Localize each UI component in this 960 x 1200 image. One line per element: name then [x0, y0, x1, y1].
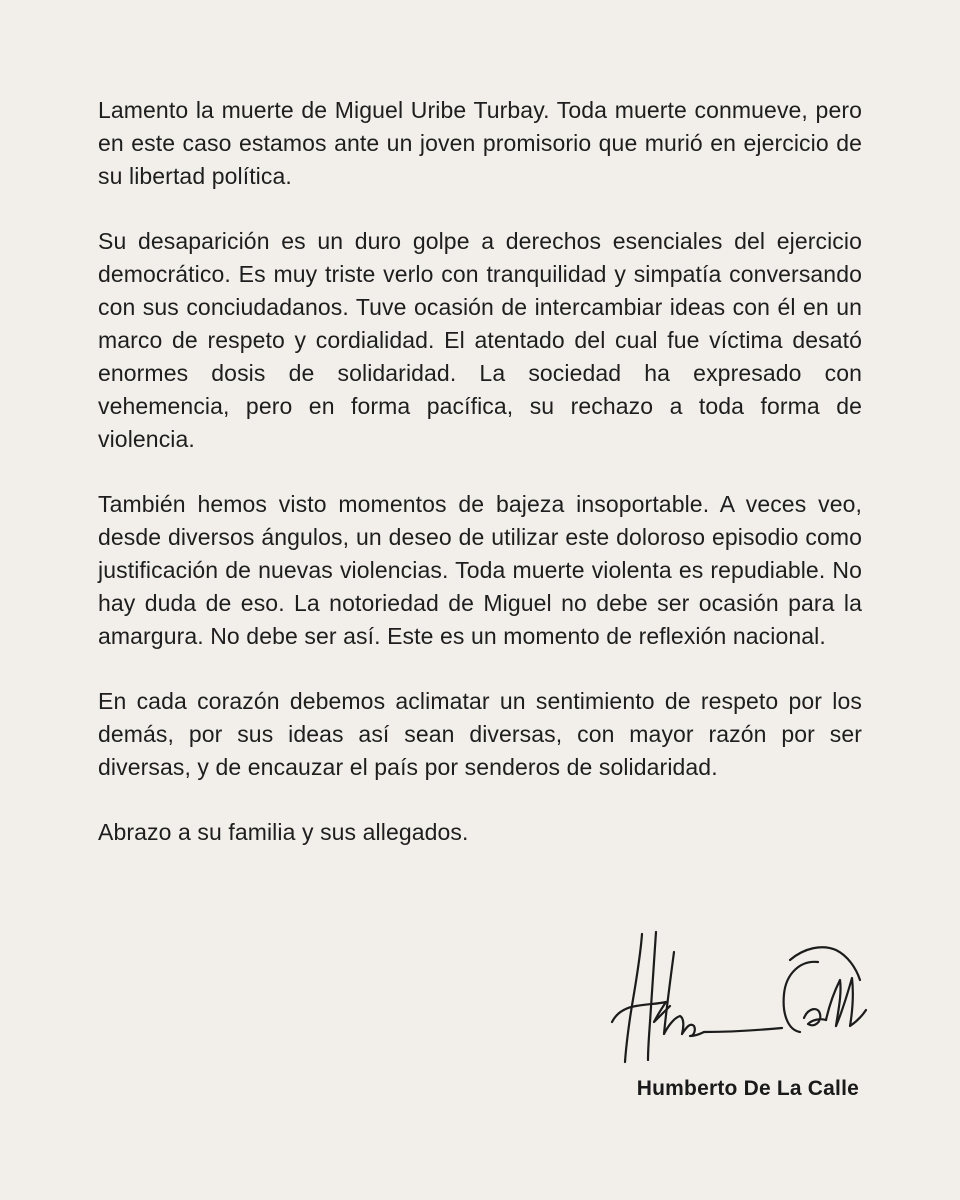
letter-paragraph-4: En cada corazón debemos aclimatar un sentimiento de respeto por los demás, por sus ideas así sean diversas, con mayor razón por ser diversas, y de encauzar el país por senderos de solidaridad. — [98, 688, 862, 780]
letter-paragraph-5: Abrazo a su familia y sus allegados. — [98, 819, 469, 845]
signer-name: Humberto De La Calle — [636, 1077, 859, 1100]
letter-paragraph-3: También hemos visto momentos de bajeza insoportable. A veces veo, desde diversos ángulos, un deseo de utilizar este doloroso episodio como justificación de nuevas violencias. Toda muerte violenta es repudiable. No hay duda de eso. La notoriedad de Miguel no debe ser ocasión para la amargura. No debe ser así. Este es un momento de reflexión nacional. — [98, 491, 862, 649]
letter-body — [98, 94, 862, 881]
letter-paragraph-2: Su desaparición es un duro golpe a derechos esenciales del ejercicio democrático. Es muy triste verlo con tranquilidad y simpatía conversando con sus conciudadanos. Tuve ocasión de intercambiar ideas con él en un marco de respeto y cordialidad. El atentado del cual fue víctima desató enormes dosis de solidaridad. La sociedad ha expresado con vehemencia, pero en forma pacífica, su rechazo a toda forma de violencia. — [98, 228, 862, 452]
letter-paragraph-1: Lamento la muerte de Miguel Uribe Turbay. Toda muerte conmueve, pero en este caso estamos ante un joven promisorio que murió en ejercicio de su libertad política. — [98, 97, 862, 189]
signature-icon — [590, 922, 880, 1072]
